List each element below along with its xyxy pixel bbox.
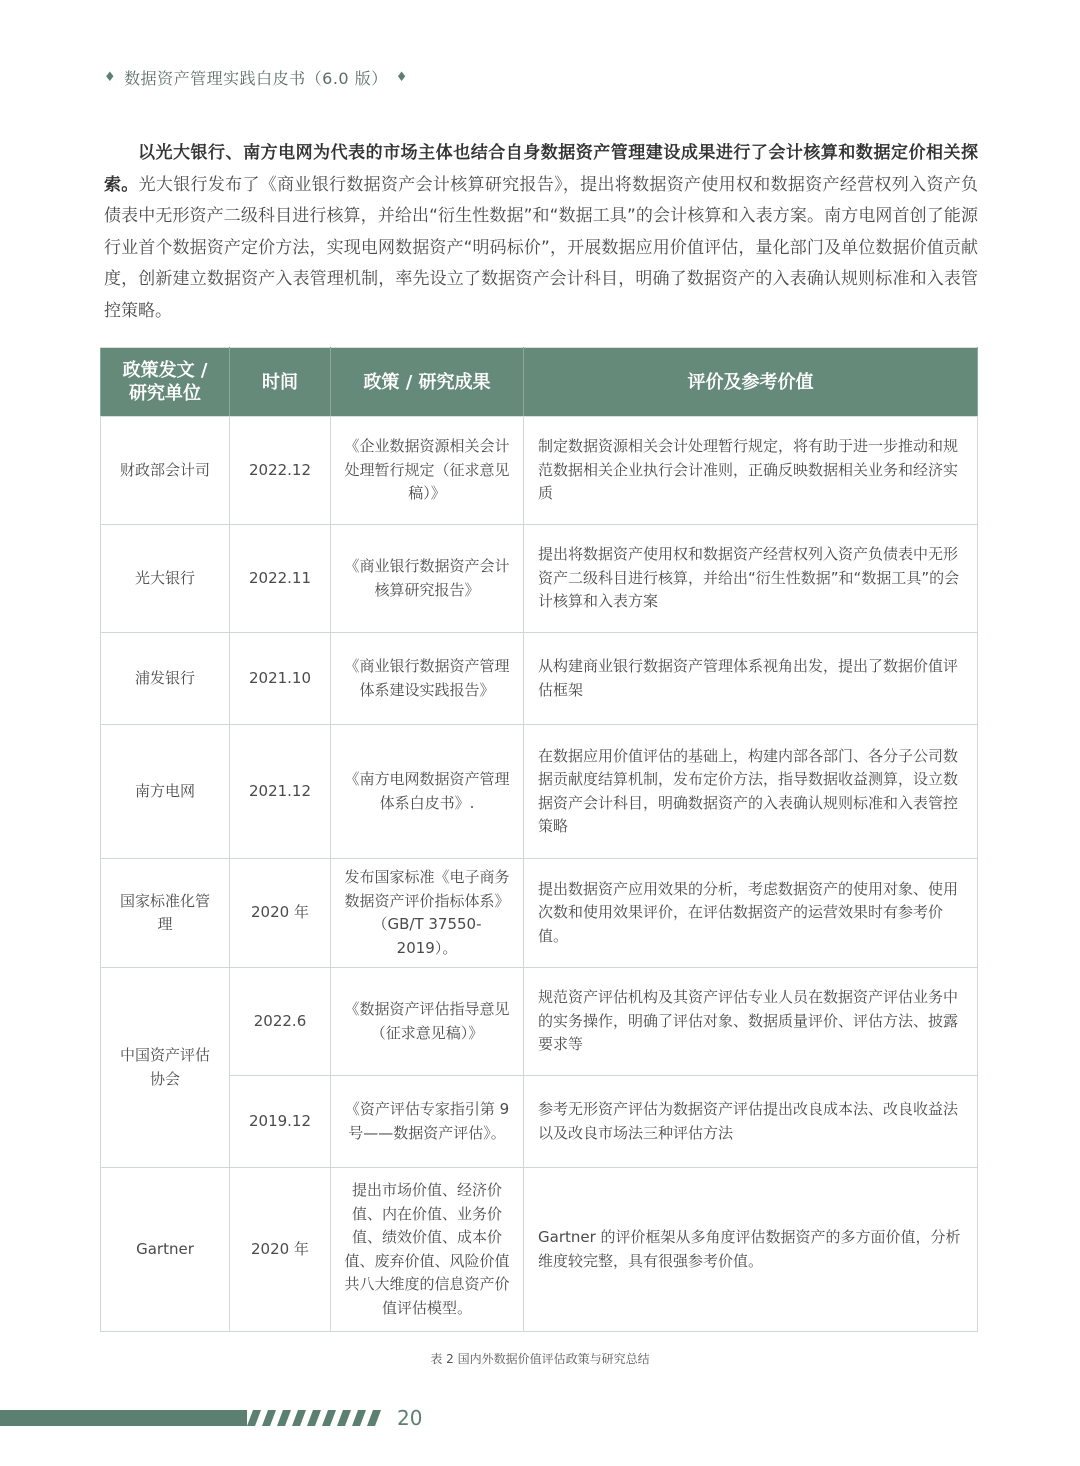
table-caption: 表 2 国内外数据价值评估政策与研究总结 xyxy=(430,1352,650,1366)
cell-result: 《企业数据资源相关会计处理暂行规定（征求意见稿）》 xyxy=(331,417,524,525)
cell-date: 2021.12 xyxy=(230,725,331,859)
footer-stripes-decoration xyxy=(247,1410,381,1426)
column-header-value: 评价及参考价值 xyxy=(524,348,978,417)
table-row xyxy=(101,725,978,859)
table-row xyxy=(101,633,978,725)
cell-org: 南方电网 xyxy=(101,725,230,859)
cell-result: 《商业银行数据资产管理体系建设实践报告》 xyxy=(331,633,524,725)
cell-org: 国家标准化管理 xyxy=(101,859,230,968)
column-header-date: 时间 xyxy=(230,348,331,417)
table-row xyxy=(101,859,978,968)
table-row xyxy=(101,417,978,525)
cell-org: 浦发银行 xyxy=(101,633,230,725)
cell-date: 2022.11 xyxy=(230,525,331,633)
running-header xyxy=(104,66,408,89)
table-header-row xyxy=(101,348,978,417)
cell-result: 《数据资产评估指导意见（征求意见稿）》 xyxy=(331,968,524,1076)
page-number: 20 xyxy=(397,1406,423,1430)
running-title: 数据资产管理实践白皮书（6.0 版） xyxy=(124,69,388,88)
cell-date: 2022.6 xyxy=(230,968,331,1076)
cell-date: 2021.10 xyxy=(230,633,331,725)
cell-value: 提出将数据资产使用权和数据资产经营权列入资产负债表中无形资产二级科目进行核算，并给出“衍生性数据”和“数据工具”的会计核算和入表方案 xyxy=(524,525,978,633)
cell-result: 《资产评估专家指引第 9 号——数据资产评估》。 xyxy=(331,1076,524,1168)
cell-result: 发布国家标准《电子商务数据资产评价指标体系》（GB/T 37550-2019）。 xyxy=(331,859,524,968)
cell-date: 2022.12 xyxy=(230,417,331,525)
cell-value: 规范资产评估机构及其资产评估专业人员在数据资产评估业务中的实务操作，明确了评估对象、数据质量评价、评估方法、披露要求等 xyxy=(524,968,978,1076)
cell-value: 制定数据资源相关会计处理暂行规定，将有助于进一步推动和规范数据相关企业执行会计准则，正确反映数据相关业务和经济实质 xyxy=(524,417,978,525)
cell-result: 《商业银行数据资产会计核算研究报告》 xyxy=(331,525,524,633)
column-header-result: 政策 / 研究成果 xyxy=(331,348,524,417)
table-row xyxy=(101,1076,978,1168)
cell-date: 2020 年 xyxy=(230,1168,331,1332)
cell-value: 从构建商业银行数据资产管理体系视角出发，提出了数据价值评估框架 xyxy=(524,633,978,725)
cell-org: Gartner xyxy=(101,1168,230,1332)
intro-paragraph xyxy=(104,138,978,327)
cell-value: 提出数据资产应用效果的分析，考虑数据资产的使用对象、使用次数和使用效果评价，在评估数据资产的运营效果时有参考价值。 xyxy=(524,859,978,968)
cell-value: 在数据应用价值评估的基础上，构建内部各部门、各分子公司数据贡献度结算机制，发布定价方法，指导数据收益测算，设立数据资产会计科目，明确数据资产的入表确认规则标准和入表管控策略 xyxy=(524,725,978,859)
footer-accent-bar xyxy=(0,1410,247,1426)
cell-org: 中国资产评估协会 xyxy=(101,968,230,1168)
diamond-ornament-icon: ♦ xyxy=(395,70,408,85)
intro-lead: 以光大银行、南方电网为代表的市场主体也结合自身数据资产管理建设成果进行了会计核算和数据定价相关探索。 xyxy=(104,143,978,195)
cell-result: 提出市场价值、经济价值、内在价值、业务价值、绩效价值、成本价值、废弃价值、风险价值共八大维度的信息资产价值评估模型。 xyxy=(331,1168,524,1332)
cell-result: 《南方电网数据资产管理体系白皮书》. xyxy=(331,725,524,859)
intro-body: 光大银行发布了《商业银行数据资产会计核算研究报告》，提出将数据资产使用权和数据资产经营权列入资产负债表中无形资产二级科目进行核算，并给出“衍生性数据”和“数据工具”的会计核算和入表方案。南方电网首创了能源行业首个数据资产定价方法，实现电网数据资产“明码标价”，开展数据应用价值评估，量化部门及单位数据价值贡献度，创新建立数据资产入表管理机制，率先设立了数据资产会计科目，明确了数据资产的入表确认规则标准和入表管控策略。 xyxy=(104,174,979,321)
table-row xyxy=(101,1168,978,1332)
table-row xyxy=(101,525,978,633)
cell-date: 2020 年 xyxy=(230,859,331,968)
cell-value: 参考无形资产评估为数据资产评估提出改良成本法、改良收益法以及改良市场法三种评估方法 xyxy=(524,1076,978,1168)
cell-org: 光大银行 xyxy=(101,525,230,633)
diamond-ornament-icon: ♦ xyxy=(104,70,117,85)
cell-value: Gartner 的评价框架从多角度评估数据资产的多方面价值，分析维度较完整，具有很强参考价值。 xyxy=(524,1168,978,1332)
policy-summary-table xyxy=(100,347,978,1332)
column-header-org: 政策发文 / 研究单位 xyxy=(101,348,230,417)
cell-org: 财政部会计司 xyxy=(101,417,230,525)
table-row xyxy=(101,968,978,1076)
cell-date: 2019.12 xyxy=(230,1076,331,1168)
